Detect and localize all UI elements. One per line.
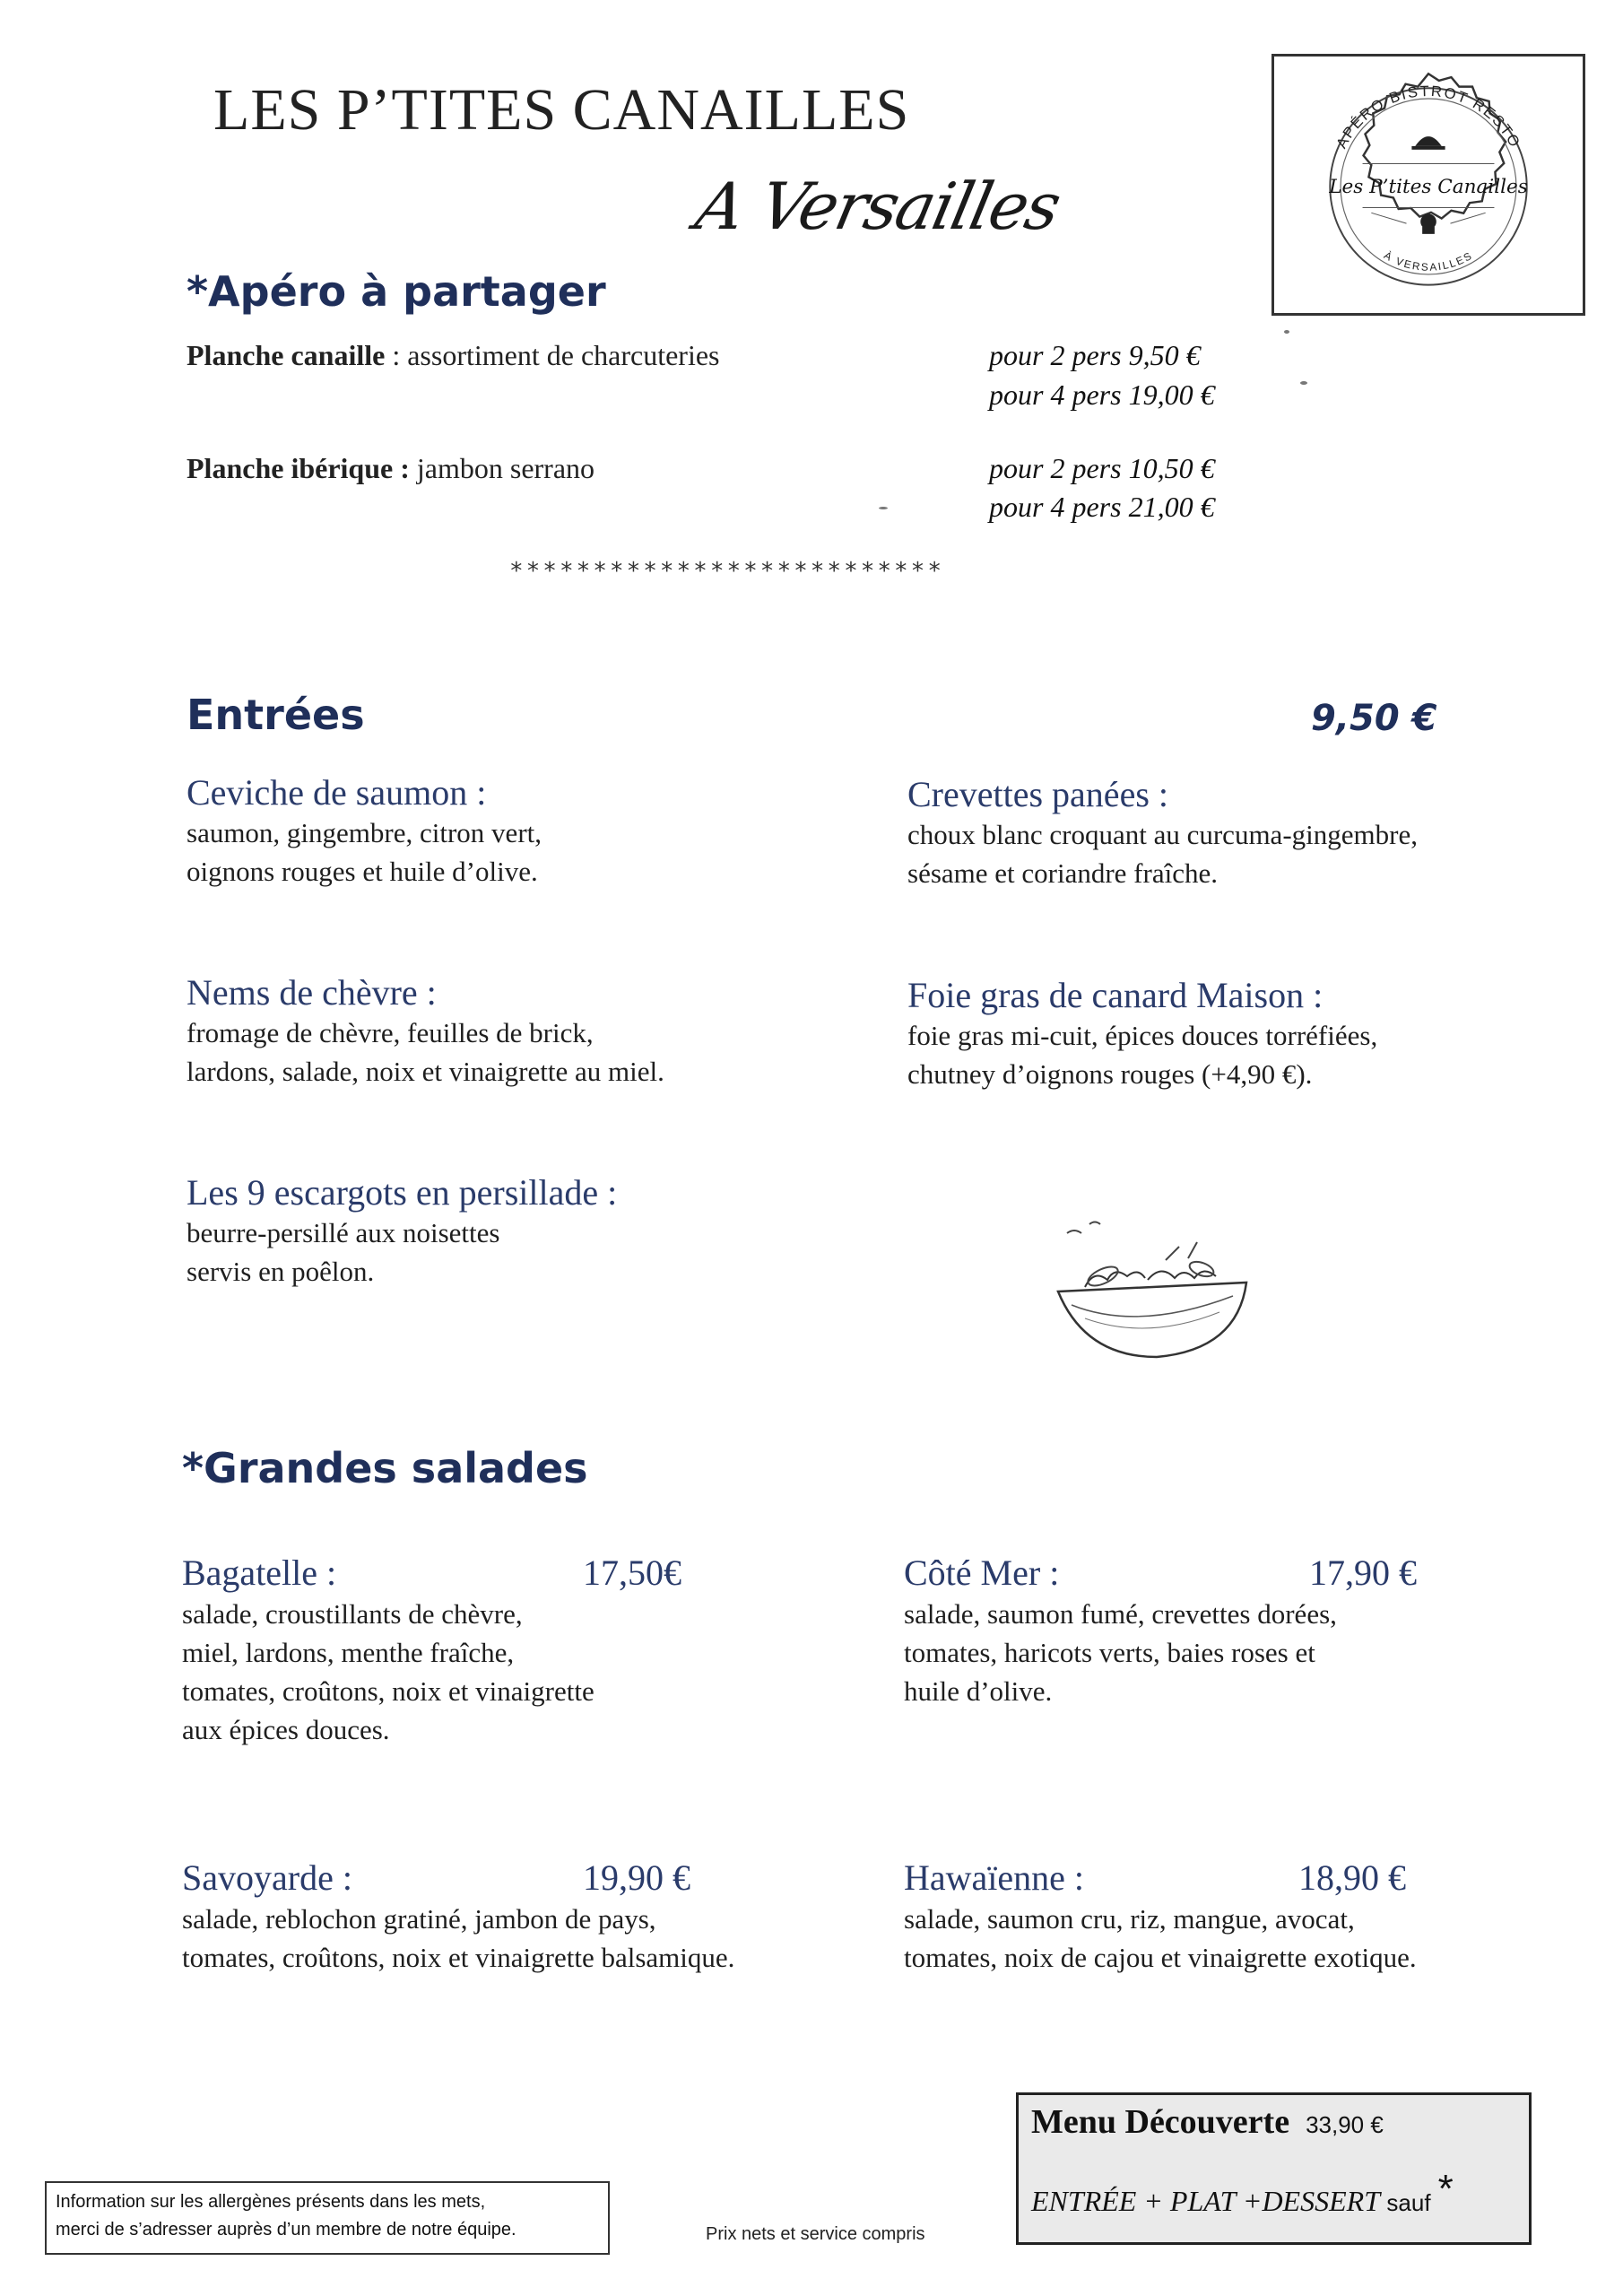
dish-price: 17,50€ — [583, 1552, 681, 1593]
entree-item — [187, 1171, 617, 1291]
menu-star: * — [1437, 2167, 1454, 2211]
logo-seal — [1274, 57, 1583, 313]
dish-desc: tomates, haricots verts, baies roses et — [904, 1637, 1315, 1668]
dish-name: Côté Mer : — [904, 1552, 1060, 1593]
dish-desc: choux blanc croquant au curcuma-gingembre, — [907, 819, 1418, 850]
dish-name: Nems de chèvre : — [187, 972, 437, 1013]
apero-price-2: pour 2 pers 10,50 € — [989, 452, 1215, 484]
dish-desc: saumon, gingembre, citron vert, — [187, 817, 542, 848]
prix-nets-note: Prix nets et service compris — [706, 2224, 925, 2244]
menu-sauf: sauf — [1386, 2189, 1431, 2216]
cloche-icon — [1411, 136, 1445, 150]
dish-name: Hawaïenne : — [904, 1857, 1085, 1898]
salade-item — [182, 1857, 765, 1977]
dish-name: Savoyarde : — [182, 1857, 352, 1898]
dish-desc: salade, saumon cru, riz, mangue, avocat, — [904, 1903, 1355, 1935]
apero-item-canaille — [187, 339, 720, 372]
entree-item — [907, 773, 1418, 892]
dish-desc: salade, reblochon gratiné, jambon de pays, — [182, 1903, 656, 1935]
restaurant-subtitle: A Versailles — [690, 169, 1066, 244]
svg-text:À VERSAILLES — [1382, 249, 1475, 274]
allergen-notice — [45, 2181, 610, 2255]
allergen-line: Information sur les allergènes présents dans les mets, — [56, 2192, 486, 2212]
chef-hat-icon — [1420, 213, 1436, 234]
dish-desc: huile d’olive. — [904, 1675, 1053, 1707]
salad-bowl-illustration — [1031, 1206, 1264, 1377]
dish-price: 18,90 € — [1298, 1857, 1406, 1898]
dish-name: Crevettes panées : — [907, 774, 1168, 814]
dish-desc: oignons rouges et huile d’olive. — [187, 856, 538, 887]
dish-desc: servis en poêlon. — [187, 1256, 375, 1287]
restaurant-title: LES P’TITES CANAILLES — [213, 77, 910, 143]
dish-desc: tomates, croûtons, noix et vinaigrette — [182, 1675, 595, 1707]
allergen-line: merci de s’adresser auprès d’un membre de notre équipe. — [56, 2220, 516, 2239]
dish-name: Les 9 escargots en persillade : — [187, 1172, 618, 1213]
scan-speck — [1300, 381, 1307, 385]
entrees-heading: Entrées — [187, 691, 365, 739]
dish-desc: chutney d’oignons rouges (+4,90 €). — [907, 1058, 1313, 1090]
dish-name: Bagatelle : — [182, 1552, 337, 1593]
menu-formula-text: ENTRÉE + PLAT +DESSERT — [1031, 2185, 1380, 2217]
section-separator: ************************** — [509, 558, 944, 585]
dish-desc: foie gras mi-cuit, épices douces torréfiées, — [907, 1020, 1378, 1051]
apero-item-name: Planche ibérique : — [187, 452, 410, 484]
menu-price: 33,90 € — [1306, 2111, 1384, 2138]
scan-speck — [1284, 330, 1289, 334]
apero-price-4: pour 4 pers 19,00 € — [989, 378, 1215, 411]
dish-desc: fromage de chèvre, feuilles de brick, — [187, 1017, 594, 1048]
dish-name: Ceviche de saumon : — [187, 772, 487, 813]
salade-item — [182, 1552, 720, 1749]
logo-name: Les P’tites Canailles — [1329, 175, 1528, 198]
entree-item — [187, 771, 542, 891]
dish-name: Foie gras de canard Maison : — [907, 975, 1324, 1015]
dish-desc: tomates, croûtons, noix et vinaigrette balsamique. — [182, 1942, 735, 1973]
dish-desc: lardons, salade, noix et vinaigrette au miel. — [187, 1056, 664, 1087]
dish-desc: sésame et coriandre fraîche. — [907, 857, 1218, 889]
scan-speck — [879, 507, 888, 509]
apero-item-iberique — [187, 452, 595, 485]
apero-price-2: pour 2 pers 9,50 € — [989, 339, 1201, 371]
dish-desc: salade, croustillants de chèvre, — [182, 1598, 523, 1630]
salade-item — [904, 1552, 1442, 1710]
dish-price: 17,90 € — [1309, 1552, 1417, 1593]
restaurant-logo — [1271, 54, 1585, 316]
entrees-price: 9,50 € — [1311, 698, 1437, 739]
apero-heading: *Apéro à partager — [187, 267, 606, 316]
logo-bottom-text: À VERSAILLES — [1382, 249, 1475, 274]
menu-title: Menu Découverte — [1031, 2103, 1290, 2141]
apero-price-4: pour 4 pers 21,00 € — [989, 491, 1215, 523]
dish-desc: beurre-persillé aux noisettes — [187, 1217, 500, 1248]
dish-desc: tomates, noix de cajou et vinaigrette exotique. — [904, 1942, 1417, 1973]
dish-desc: miel, lardons, menthe fraîche, — [182, 1637, 515, 1668]
entree-item — [907, 974, 1377, 1093]
menu-decouverte-box — [1016, 2092, 1532, 2245]
dish-price: 19,90 € — [583, 1857, 690, 1898]
apero-item-desc: jambon serrano — [409, 452, 595, 484]
logo-top-text: APÉRO BISTROT RESTO — [1332, 82, 1524, 152]
apero-item-name: Planche canaille — [187, 339, 386, 371]
menu-formula — [1031, 2167, 1516, 2218]
salades-heading: *Grandes salades — [182, 1444, 588, 1492]
dish-desc: salade, saumon fumé, crevettes dorées, — [904, 1598, 1337, 1630]
dish-desc: aux épices douces. — [182, 1714, 390, 1745]
apero-item-desc: : assortiment de charcuteries — [385, 339, 720, 371]
entree-item — [187, 971, 664, 1091]
salad-bowl-icon — [1031, 1206, 1264, 1377]
salade-item — [904, 1857, 1487, 1977]
